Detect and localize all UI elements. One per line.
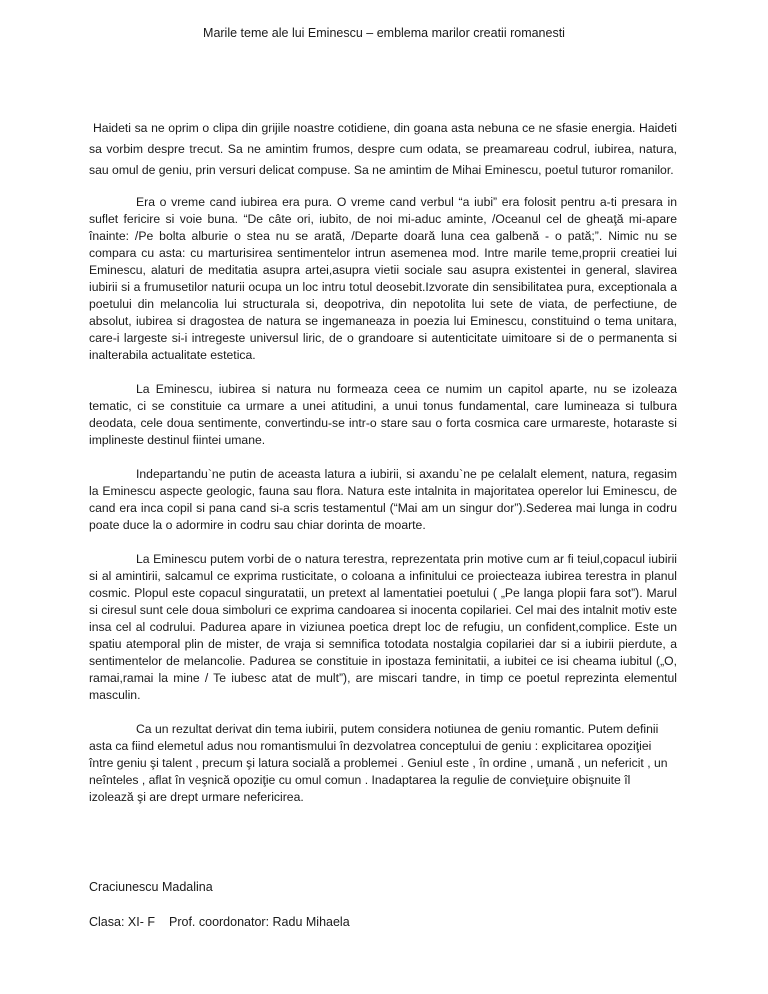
paragraph-intro: Haideti sa ne oprim o clipa din grijile noastre cotidiene, din goana asta nebuna ce ne sfasie energia. Haideti sa vorbim despre trecut. Sa ne amintim frumos, despre cum odata, se preamareau codrul, iubirea, natura, sau omul de geniu, prin versuri delicat compuse. Sa ne amintim de Mihai Eminescu, poetul tuturor romanilor. (89, 121, 677, 177)
author-name: Craciunescu Madalina (89, 880, 213, 894)
paragraph-love-nature: La Eminescu, iubirea si natura nu formeaza ceea ce numim un capitol aparte, nu se izoleaza tematic, ci se constituie ca urmare a unei atitudini, a unui tonus fundamental, care lumineaza si tulbura deodata, cele doua sentimente, convertindu-se intr-o stare sau o forta cosmica care urmareste, hotaraste si implineste destinul fiintei umane. (89, 382, 677, 447)
class-label: Clasa: XI- F (89, 915, 155, 929)
paragraph-terrestrial-nature: La Eminescu putem vorbi de o natura terestra, reprezentata prin motive cum ar fi teiul,copacul iubirii si al amintirii, salcamul ce exprima rusticitate, o coloana a infinitului ce proiecteaza iubirea terestra in planul cosmic. Plopul este copacul singuratatii, un pretext al lamentatiei poetului ( „Pe langa plopii fara sot”). Marul si ciresul sunt cele doua simboluri ce exprima candoarea si inocenta copilariei. Cel mai des intalnit motiv este insa cel al codrului. Padurea apare in viziunea poetica drept loc de refugiu, un confident,complice. Este un spatiu atemporal plin de mister, de vraja si semnifica totodata nostalgia copilariei dar si a iubirii pierdute, a sentimentelor de melancolie. Padurea se constituie in ipostaza feminitatii, a iubitei ce isi cheama iubitul („O, ramai,ramai la mine / Te iubesc atat de mult”), are miscari tandre, in timp ce poetul reprezinta elementul masculin. (89, 552, 677, 702)
paragraph-romantic-genius: Ca un rezultat derivat din tema iubirii, putem considera notiunea de geniu romantic. Putem definii asta ca fiind elemetul adus nou romantismului în dezvolatrea conceptului de geniu : explicitarea opoziţiei între geniu şi talent , precum şi latura socială a problemei . Geniul este , în ordine , umană , un nefericit , un neînteles , aflat în veşnică opoziţie cu omul comun . Inadaptarea la regulie de convieţuire obişnuite îl izolează şi are drept urmare nefericirea. (89, 722, 668, 804)
coordinator-label: Prof. coordonator: Radu Mihaela (169, 915, 350, 929)
document-body (89, 118, 677, 823)
class-line (89, 915, 350, 929)
paragraph-love-quote: Era o vreme cand iubirea era pura. O vreme cand verbul “a iubi” era folosit pentru a-ti presara in suflet fericire si voie buna. “De câte ori, iubito, de noi mi-aduc aminte, /Oceanul cel de gheaţă mi-apare înainte: /Pe bolta alburie o stea nu se arată, /Departe doară luna cea galbenă - o pată;”. Nimic nu se compara cu asta: cu marturisirea sentimentelor intrun asemenea mod. Intre marile teme,proprii creatiei lui Eminescu, alaturi de meditatia asupra artei,asupra vietii sociale sau asupra existentei in general, slavirea iubirii si a frumusetilor naturii ocupa un loc intru totul deosebit.Izvorate din sensibilitatea pura, exceptionala a poetului din melancolia lui structurala si, deopotriva, din nepotolita lui sete de viata, de perfectiune, de absolut, iubirea si dragostea de natura se ingemaneaza in poezia lui Eminescu, constituind o tema unitara, care-i largeste si-i intregeste universul liric, de o grandoare si autenticitate uimitoare si de o permanenta si inalterabila actualitate estetica. (89, 195, 677, 362)
page-header: Marile teme ale lui Eminescu – emblema marilor creatii romanesti (203, 26, 565, 40)
paragraph-nature: Indepartandu`ne putin de aceasta latura a iubirii, si axandu`ne pe celalalt element, natura, regasim la Eminescu aspecte geologic, fauna sau flora. Natura este intalnita in majoritatea operelor lui Eminescu, de cand era inca copil si pana cand si-a scris testamentul (“Mai am un singur dor”).Sederea mai lunga in codru poate duce la o adormire in codru sau chiar dorinta de moarte. (89, 467, 677, 532)
